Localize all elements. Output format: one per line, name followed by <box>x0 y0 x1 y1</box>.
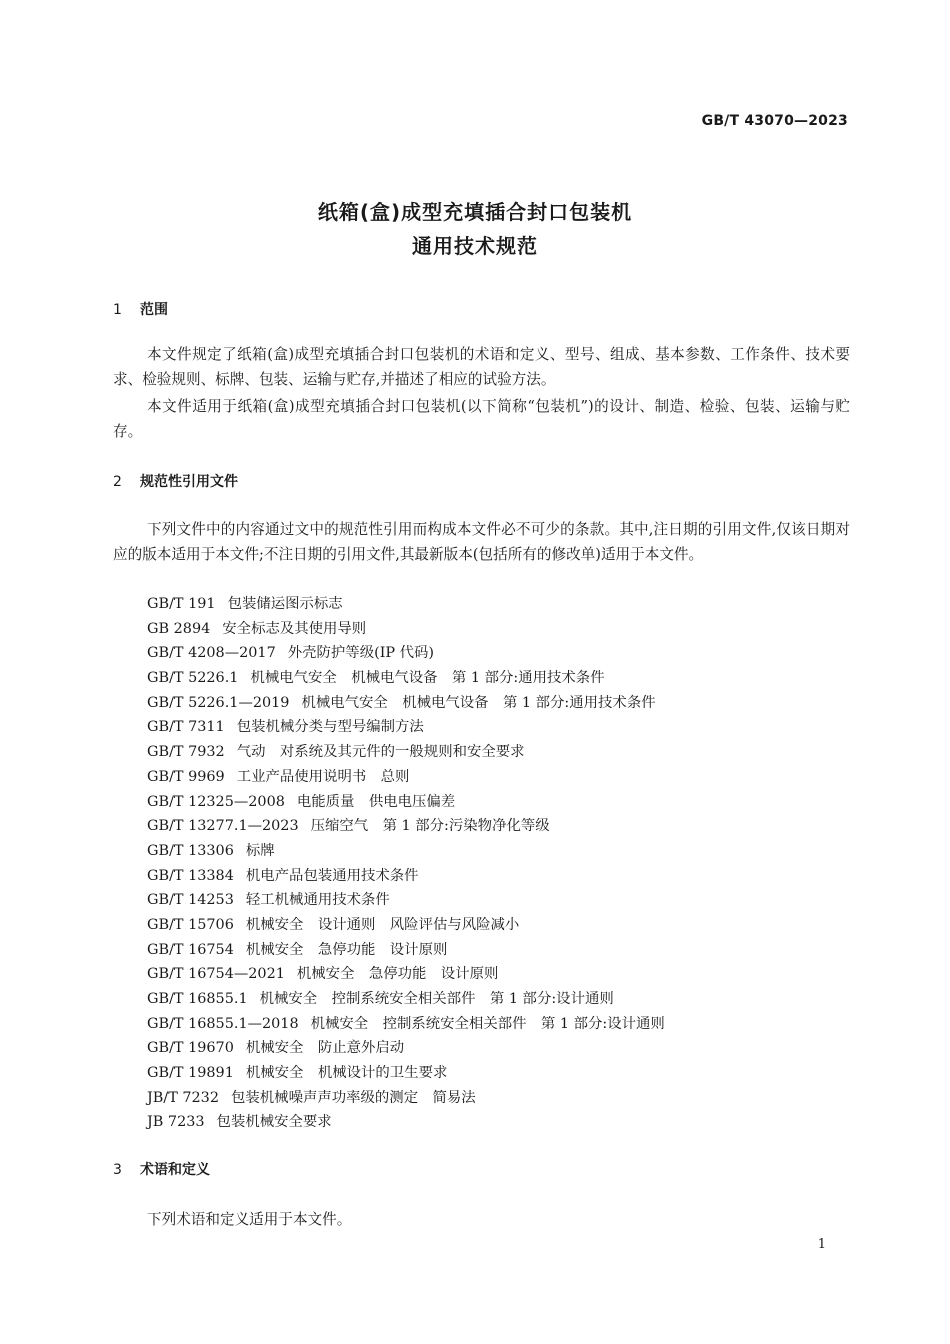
reference-title: 包装机械噪声声功率级的测定 简易法 <box>231 1089 476 1106</box>
reference-code: JB 7233 <box>147 1114 205 1131</box>
reference-code: GB/T 19670 <box>147 1040 234 1057</box>
reference-title: 电能质量 供电电压偏差 <box>296 793 456 810</box>
reference-item <box>147 641 665 666</box>
reference-code: GB/T 15706 <box>147 916 234 933</box>
terms-intro-paragraph: 下列术语和定义适用于本文件。 <box>147 1211 352 1228</box>
reference-title: 机械安全 控制系统安全相关部件 第 1 部分:设计通则 <box>310 1015 665 1032</box>
scope-paragraph-2: 本文件适用于纸箱(盒)成型充填插合封口包装机(以下简称“包装机”)的设计、制造、检验、包装、运输与贮存。 <box>113 398 850 440</box>
reference-code: GB/T 16754 <box>147 941 234 958</box>
section-number: 3 <box>113 1162 122 1178</box>
reference-item <box>147 1036 665 1061</box>
reference-item <box>147 938 665 963</box>
reference-code: GB/T 4208—2017 <box>147 645 276 662</box>
reference-code: GB/T 191 <box>147 596 216 612</box>
reference-code: GB/T 7311 <box>147 719 225 736</box>
reference-code: GB/T 5226.1—2019 <box>147 694 290 711</box>
section-number: 1 <box>113 302 122 318</box>
reference-item <box>147 1012 665 1037</box>
section-title: 术语和定义 <box>140 1162 210 1178</box>
document-title-line-1: 纸箱(盒)成型充填插合封口包装机 <box>317 200 633 224</box>
reference-item <box>147 715 665 740</box>
reference-code: JB/T 7232 <box>147 1089 219 1106</box>
reference-code: GB/T 5226.1 <box>147 670 239 687</box>
reference-item <box>147 987 665 1012</box>
reference-title: 机械电气安全 机械电气设备 第 1 部分:通用技术条件 <box>250 670 605 687</box>
section-heading-scope <box>113 299 168 319</box>
reference-code: GB/T 9969 <box>147 768 225 785</box>
reference-code: GB/T 14253 <box>147 892 234 909</box>
reference-item <box>147 962 665 987</box>
reference-item <box>147 592 665 617</box>
reference-title: 机械安全 急停功能 设计原则 <box>245 941 448 958</box>
reference-title: 轻工机械通用技术条件 <box>245 892 390 909</box>
reference-code: GB/T 13306 <box>147 842 234 859</box>
reference-code: GB 2894 <box>147 620 211 637</box>
section-heading-terms-definitions <box>113 1159 210 1179</box>
reference-code: GB/T 19891 <box>147 1065 234 1082</box>
reference-title: 机械安全 防止意外启动 <box>245 1040 405 1057</box>
reference-item <box>147 765 665 790</box>
reference-item <box>147 839 665 864</box>
reference-code: GB/T 16855.1—2018 <box>147 1015 299 1032</box>
reference-item <box>147 691 665 716</box>
reference-title: 气动 对系统及其元件的一般规则和安全要求 <box>236 744 525 761</box>
reference-item <box>147 617 665 642</box>
references-intro-paragraph: 下列文件中的内容通过文中的规范性引用而构成本文件必不可少的条款。其中,注日期的引用文件,仅该日期对应的版本适用于本文件;不注日期的引用文件,其最新版本(包括所有的修改单)适用于本文件。 <box>113 521 850 563</box>
reference-code: GB/T 7932 <box>147 744 225 761</box>
reference-title: 标牌 <box>245 842 275 859</box>
reference-item <box>147 814 665 839</box>
document-title-line-2: 通用技术规范 <box>412 234 538 258</box>
reference-title: 机械安全 急停功能 设计原则 <box>296 966 499 983</box>
reference-code: GB/T 13277.1—2023 <box>147 818 299 835</box>
reference-item <box>147 864 665 889</box>
reference-item <box>147 666 665 691</box>
reference-title: 安全标志及其使用导则 <box>222 620 367 637</box>
reference-item <box>147 888 665 913</box>
reference-code: GB/T 12325—2008 <box>147 793 285 810</box>
reference-title: 机械安全 设计通则 风险评估与风险减小 <box>245 916 520 933</box>
reference-code: GB/T 16754—2021 <box>147 966 285 983</box>
scope-paragraph-1: 本文件规定了纸箱(盒)成型充填插合封口包装机的术语和定义、型号、组成、基本参数、工作条件、技术要求、检验规则、标牌、包装、运输与贮存,并描述了相应的试验方法。 <box>113 346 850 388</box>
section-number: 2 <box>113 474 122 490</box>
reference-list <box>147 592 665 1135</box>
reference-title: 机械安全 机械设计的卫生要求 <box>245 1065 448 1082</box>
reference-code: GB/T 13384 <box>147 867 234 884</box>
reference-title: 机电产品包装通用技术条件 <box>245 867 419 884</box>
standard-code: GB/T 43070—2023 <box>701 113 848 129</box>
section-title: 规范性引用文件 <box>140 474 238 490</box>
reference-item <box>147 790 665 815</box>
reference-title: 外壳防护等级(IP 代码) <box>287 645 435 662</box>
page-number: 1 <box>817 1237 826 1252</box>
reference-title: 压缩空气 第 1 部分:污染物净化等级 <box>310 818 550 835</box>
reference-title: 包装机械分类与型号编制方法 <box>236 719 424 736</box>
reference-title: 机械安全 控制系统安全相关部件 第 1 部分:设计通则 <box>259 991 614 1007</box>
reference-item <box>147 1110 665 1135</box>
reference-title: 包装机械安全要求 <box>216 1114 332 1131</box>
reference-item <box>147 913 665 938</box>
section-title: 范围 <box>140 302 168 318</box>
reference-title: 工业产品使用说明书 总则 <box>236 768 410 785</box>
section-heading-normative-references <box>113 471 238 491</box>
reference-title: 机械电气安全 机械电气设备 第 1 部分:通用技术条件 <box>301 694 656 711</box>
reference-title: 包装储运图示标志 <box>227 596 343 612</box>
reference-item <box>147 1061 665 1086</box>
reference-item <box>147 1086 665 1111</box>
reference-code: GB/T 16855.1 <box>147 991 248 1007</box>
reference-item <box>147 740 665 765</box>
